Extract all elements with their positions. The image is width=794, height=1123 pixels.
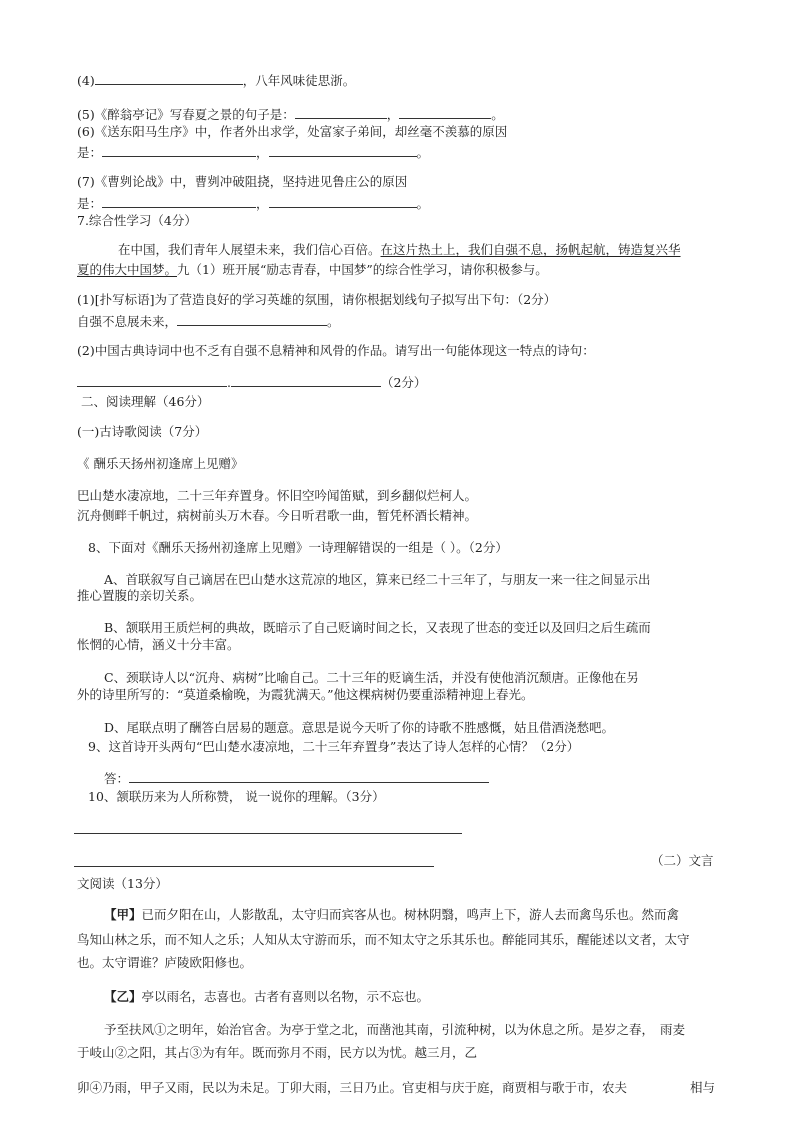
s7-intro-a: 在中国，我们青年人展望未来，我们信心百倍。 [118, 242, 381, 257]
jia-label: 【甲】 [104, 907, 142, 922]
jia-line-2: 鸟知山林之乐，而不知人之乐；人知从太守游而乐，而不知太守之乐其乐也。醉能同其乐，醒能述以文者，太守 [77, 932, 690, 947]
q6-sep: ， [256, 145, 269, 160]
q7-end: 。 [416, 196, 430, 211]
s7-part2-answer-line [77, 374, 426, 391]
q6-line-2 [77, 144, 429, 161]
yi-label: 【乙】 [104, 989, 142, 1004]
q4-number: (4) [77, 73, 95, 88]
q7-line-2 [77, 195, 429, 212]
q6-prefix: 是： [77, 145, 103, 160]
poem-line-2: 沉舟侧畔千帆过，病树前头万木春。今日听君歌一曲，暂凭杯酒长精神。 [77, 508, 478, 523]
q4-suffix: ，八年风味徒思浙。 [242, 73, 356, 88]
q7-sep: ， [256, 196, 269, 211]
part2-title: 二、阅读理解（46分） [81, 394, 210, 409]
poem-line-1: 巴山楚水凄凉地，二十三年弃置身。怀旧空吟闻笛赋，到乡翻似烂柯人。 [77, 488, 478, 503]
q9-answer-label: 答： [104, 771, 130, 786]
q7-prefix: 是： [77, 196, 103, 211]
s7-part2-sep: . [227, 375, 231, 390]
q7-line-1: (7)《曹刿论战》中，曹刿冲破阻挠，坚持进见鲁庄公的原因 [77, 174, 408, 189]
poem-title: 《 酬乐天扬州初逢席上见赠》 [77, 456, 244, 471]
part2-sub2-title-start: （二）文言 [651, 853, 714, 868]
yi-para3-line-1: 卯④乃雨，甲子又雨，民以为未足。丁卯大雨，三日乃止。官吏相与庆于庭，商贾相与歌于市，农夫 [77, 1080, 628, 1095]
part2-sub1-title: (一)古诗歌阅读（7分） [77, 424, 208, 439]
q10-stem: 10、颔联历来为人所称赞， 说一说你的理解。（3分） [88, 789, 385, 804]
s7-intro-line-2 [77, 262, 548, 278]
section-7-title: 7.综合性学习（4分） [77, 213, 197, 228]
s7-part2-prompt: (2)中国古典诗词中也不乏有自强不息精神和风骨的作品。请写出一句能体现这一特点的诗句： [77, 343, 595, 358]
q8-option-d: D、尾联点明了酬答白居易的题意。意思是说今天听了你的诗歌不胜感慨，姑且借酒浇愁吧。 [104, 720, 615, 735]
s7-part1-prefix: 自强不息展未来， [77, 314, 178, 329]
yi-line-1 [104, 989, 429, 1005]
q7-answer-blank-2[interactable] [269, 195, 417, 208]
yi-para2-line-1 [104, 1022, 654, 1038]
yi-text-1: 亭以雨名，志喜也。古者有喜则以名物，示不忘也。 [141, 989, 430, 1004]
s7-part2-answer-blank-2[interactable] [231, 374, 381, 387]
yi-para2-tail: 雨麦 [660, 1022, 686, 1037]
jia-text-1: 已而夕阳在山，人影散乱，太守归而宾客从也。树林阴翳，鸣声上下，游人去而禽鸟乐也。然而禽 [141, 907, 680, 922]
q8-option-c-line-1: C、颈联诗人以“沉舟、病树”比喻自己。二十三年的贬谪生活，并没有使他消沉颓唐。正像他在另 [104, 670, 639, 685]
q9-stem: 9、这首诗开头两句“巴山楚水凄凉地，二十三年弃置身”表达了诗人怎样的心情？（2分） [88, 739, 580, 754]
s7-part2-score: （2分） [380, 375, 427, 390]
q6-line-1: (6)《送东阳马生序》中，作者外出求学，处富家子弟间，却丝毫不羡慕的原因 [77, 124, 508, 139]
q8-stem: 8、下面对《酬乐天扬州初逢席上见赠》一诗理解错误的一组是（ ）。（2分） [88, 540, 508, 555]
q8-option-c-line-2: 外的诗里所写的：“莫道桑榆晚，为霞犹满天。”他这棵病树仍要重添精神迎上春光。 [77, 687, 534, 702]
q4-line [77, 72, 355, 89]
s7-intro-underlined-2: 夏的伟大中国梦。 [77, 262, 178, 277]
q6-answer-blank-2[interactable] [269, 144, 417, 157]
s7-intro-d: 九（1）班开展“励志青春，中国梦”的综合性学习，请你积极参与。 [177, 262, 548, 277]
q5-text: (5)《醉翁亭记》写春夏之景的句子是： [77, 107, 295, 122]
s7-intro-line-1 [118, 242, 681, 258]
q5-line [77, 106, 504, 123]
q5-answer-blank-1[interactable] [295, 106, 387, 119]
yi-para3-tail: 相与 [690, 1080, 716, 1095]
q8-option-a-line-2: 推心置腹的亲切关系。 [77, 588, 203, 603]
part2-sub2-title-cont: 文阅读（13分） [77, 876, 168, 891]
s7-part2-answer-blank-1[interactable] [77, 374, 227, 387]
q7-answer-blank-1[interactable] [102, 195, 256, 208]
yi-para2-a: 予至扶风①之明年，始治官舍。为亭于堂之北，而凿池其南，引流种树，以为休息之所。是岁之春， [104, 1022, 655, 1037]
s7-part1-answer-blank[interactable] [177, 313, 327, 326]
q5-answer-blank-2[interactable] [399, 106, 491, 119]
q6-end: 。 [416, 145, 430, 160]
q5-end: 。 [491, 107, 504, 122]
q10-answer-rule-2[interactable] [74, 866, 434, 867]
q6-answer-blank-1[interactable] [102, 144, 256, 157]
q8-option-b-line-1: B、颔联用王质烂柯的典故，既暗示了自己贬谪时间之长，又表现了世态的变迁以及回归之后生疏而 [104, 620, 651, 635]
s7-intro-underlined-1: 在这片热土上，我们自强不息，扬帆起航，铸造复兴华 [380, 242, 681, 257]
q4-answer-blank[interactable] [95, 72, 243, 85]
jia-line-1 [104, 907, 679, 923]
q8-option-a-line-1: A、首联叙写自己谪居在巴山楚水这荒凉的地区，算来已经二十三年了，与朋友一来一往之间显示出 [104, 572, 651, 587]
s7-part1-end: 。 [327, 314, 340, 329]
q8-option-b-line-2: 怅惘的心情，涵义十分丰富。 [77, 637, 240, 652]
q10-answer-rule-1[interactable] [74, 833, 462, 834]
q9-answer-line [104, 770, 489, 787]
s7-part1-answer-line [77, 313, 340, 330]
yi-para2-line-2: 于岐山②之阳，其占③为有年。既而弥月不雨，民方以为忧。越三月，乙 [77, 1045, 478, 1060]
q5-sep: ， [386, 107, 400, 122]
s7-part1-prompt: (1)[扑写标语]为了营造良好的学习英雄的氛围，请你根据划线句子拟写出下句：（2分） [77, 292, 557, 307]
jia-line-3: 也。太守谓谁？庐陵欧阳修也。 [77, 955, 253, 970]
q9-answer-blank[interactable] [129, 770, 489, 783]
